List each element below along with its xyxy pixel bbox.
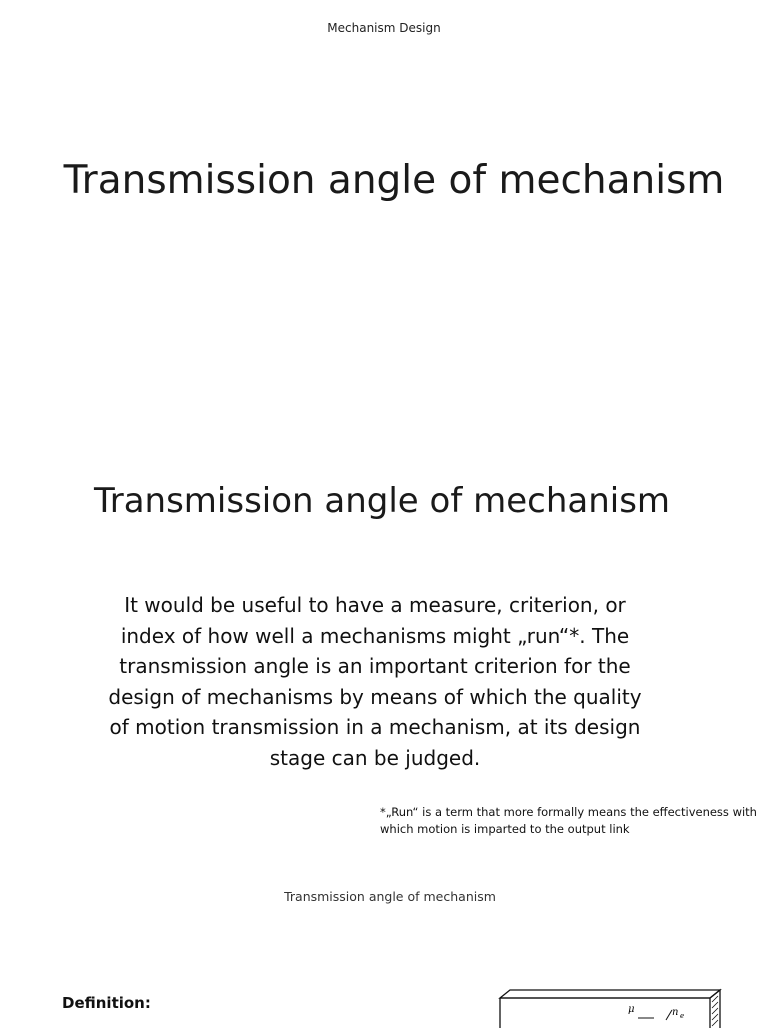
mechanism-sketch: [494, 988, 724, 1028]
slide-intro: [0, 400, 768, 880]
slide-title: [0, 0, 768, 400]
slide-intro-body: It would be useful to have a measure, criterion, or index of how well a mechanisms might „run“*. The transmission angle is an important criterion for the design of mechanisms by means of which the quality of motion transmission in a mechanism, at its design stage can be judged.: [108, 593, 642, 770]
sketch-mu-label: μ: [628, 1004, 635, 1015]
sketch-sub-label: e: [680, 1012, 685, 1020]
slide-caption: Transmission angle of mechanism: [284, 889, 496, 904]
slide-title-heading: Transmission angle of mechanism: [63, 158, 725, 203]
slide-header: Mechanism Design: [327, 21, 441, 35]
slide-definition: [0, 880, 768, 1024]
slide-intro-footnote: *„Run“ is a term that more formally means the effectiveness with which motion is imparted to the output link: [380, 805, 757, 836]
sketch-n-label: n: [672, 1007, 679, 1018]
slide-intro-heading: Transmission angle of mechanism: [93, 481, 671, 521]
definition-label: Definition:: [62, 994, 151, 1012]
